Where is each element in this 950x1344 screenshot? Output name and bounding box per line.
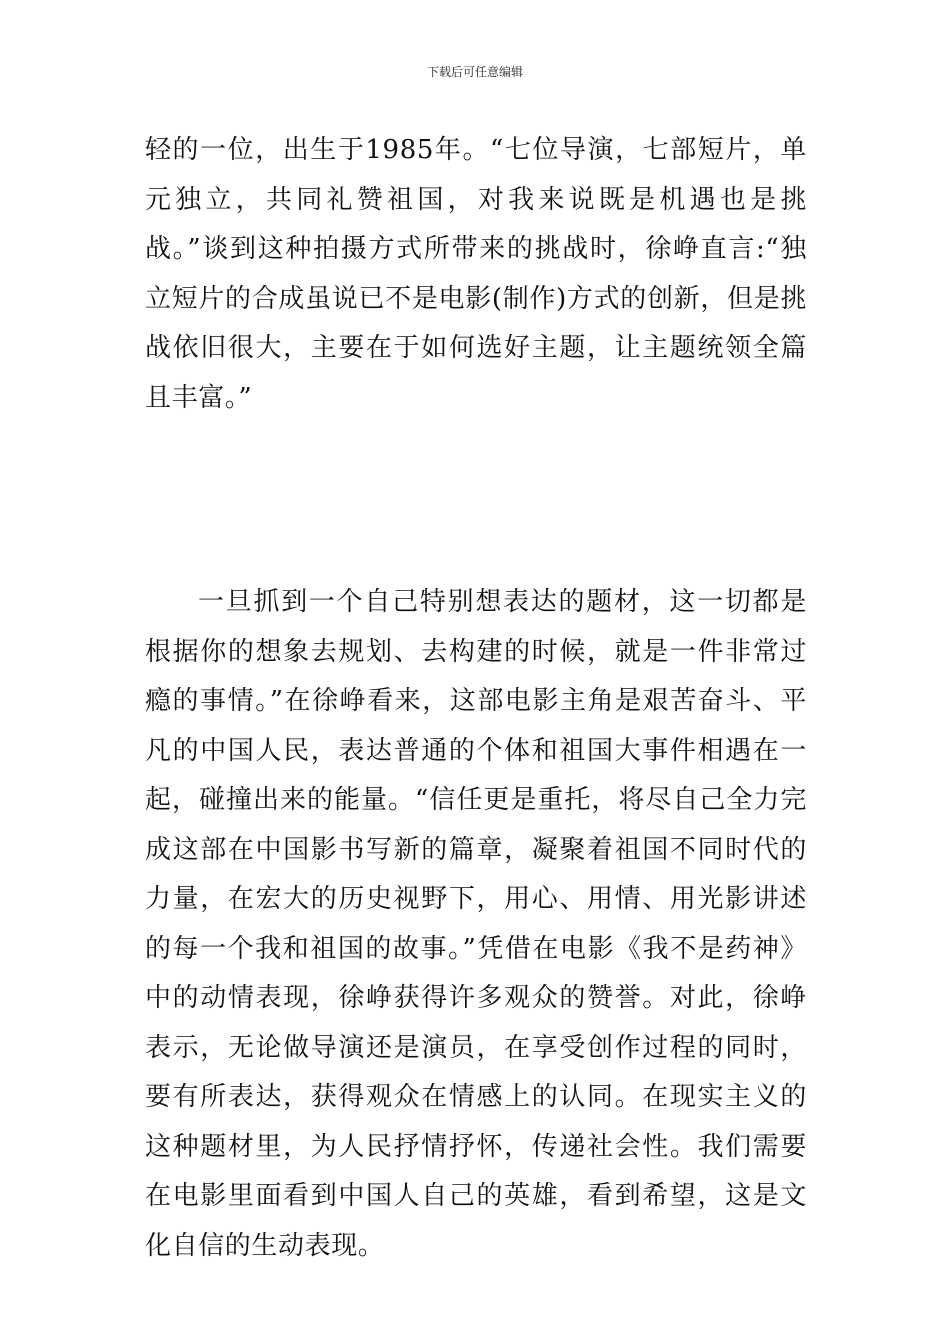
body-paragraph-2: 一旦抓到一个自己特别想表达的题材，这一切都是根据你的想象去规划、去构建的时候，就是一件非常过瘾的事情。”在徐峥看来，这部电影主角是艰苦奋斗、平凡的中国人民，表达普通的个体和祖国大事件相遇在一起，碰撞出来的能量。“信任更是重托，将尽自己全力完成这部在中国影书写新的篇章，凝聚着祖国不同时代的力量，在宏大的历史视野下，用心、用情、用光影讲述的每一个我和祖国的故事。”凭借在电影《我不是药神》中的动情表现，徐峥获得许多观众的赞誉。对此，徐峥表示，无论做导演还是演员，在享受创作过程的同时，要有所表达，获得观众在情感上的认同。在现实主义的这种题材里，为人民抒情抒怀，传递社会性。我们需要在电影里面看到中国人自己的英雄，看到希望，这是文化自信的生动表现。 <box>145 587 807 1261</box>
body-paragraph-1: 轻的一位，出生于1985年。“七位导演，七部短片，单元独立，共同礼赞祖国，对我来说既是机遇也是挑战。”谈到这种拍摄方式所带来的挑战时，徐峥直言:“独立短片的合成虽说已不是电影(制作)方式的创新，但是挑战依旧很大，主要在于如何选好主题，让主题统领全篇且丰富。” <box>145 135 807 413</box>
page-header: 下载后可任意编辑 <box>426 65 523 79</box>
